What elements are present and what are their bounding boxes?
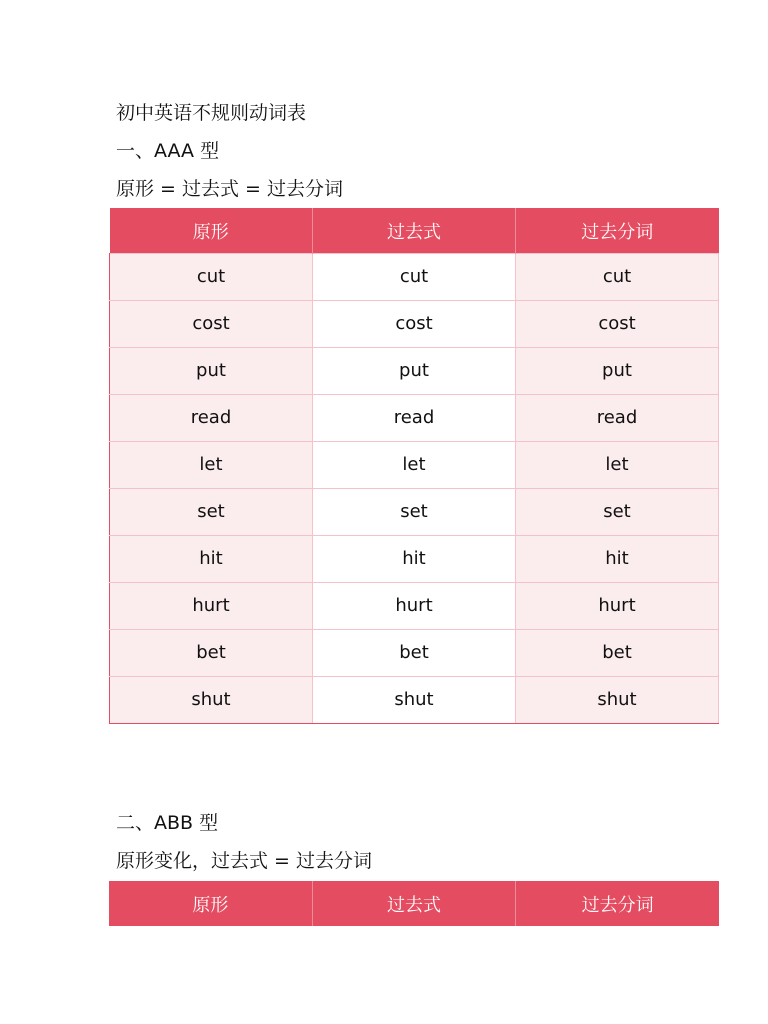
table-header-row <box>109 881 719 926</box>
column-header-base-form: 原形 <box>110 208 313 254</box>
table-cell: hit <box>110 536 313 583</box>
table-row <box>110 395 719 442</box>
table-cell: cut <box>313 254 516 301</box>
table-cell: set <box>313 489 516 536</box>
table-cell: read <box>313 395 516 442</box>
table-cell: read <box>110 395 313 442</box>
table-cell: shut <box>313 677 516 724</box>
table-cell: put <box>313 348 516 395</box>
column-header-base-form: 原形 <box>109 881 312 926</box>
table-cell: shut <box>516 677 719 724</box>
table-row <box>110 301 719 348</box>
section-aaa-title: 一、AAA 型 <box>116 140 220 162</box>
table-cell: shut <box>110 677 313 724</box>
table-row <box>110 536 719 583</box>
table-cell: cost <box>313 301 516 348</box>
section-abb-rule: 原形变化，过去式 = 过去分词 <box>116 850 372 872</box>
table-cell: cost <box>516 301 719 348</box>
table-cell: hurt <box>110 583 313 630</box>
table-row <box>110 348 719 395</box>
column-header-past-tense: 过去式 <box>313 208 516 254</box>
table-row <box>110 489 719 536</box>
table-cell: let <box>516 442 719 489</box>
table-row <box>110 583 719 630</box>
abb-verb-table <box>109 881 719 926</box>
table-cell: set <box>110 489 313 536</box>
document-heading: 初中英语不规则动词表 <box>116 102 307 124</box>
table-cell: let <box>313 442 516 489</box>
aaa-verb-table <box>109 208 719 724</box>
section-abb-title: 二、ABB 型 <box>116 812 219 834</box>
table-cell: hit <box>516 536 719 583</box>
table-cell: set <box>516 489 719 536</box>
table-row <box>110 254 719 301</box>
column-header-past-participle: 过去分词 <box>516 881 719 926</box>
table-cell: bet <box>516 630 719 677</box>
table-cell: bet <box>110 630 313 677</box>
table-cell: hit <box>313 536 516 583</box>
table-cell: put <box>110 348 313 395</box>
column-header-past-participle: 过去分词 <box>516 208 719 254</box>
table-cell: cost <box>110 301 313 348</box>
section-aaa-rule: 原形 = 过去式 = 过去分词 <box>116 178 343 200</box>
table-cell: hurt <box>516 583 719 630</box>
table-header-row <box>110 208 719 254</box>
table-cell: let <box>110 442 313 489</box>
table-cell: cut <box>110 254 313 301</box>
table-cell: put <box>516 348 719 395</box>
table-cell: cut <box>516 254 719 301</box>
table-row <box>110 677 719 724</box>
table-row <box>110 630 719 677</box>
table-cell: hurt <box>313 583 516 630</box>
table-cell: bet <box>313 630 516 677</box>
table-row <box>110 442 719 489</box>
table-cell: read <box>516 395 719 442</box>
column-header-past-tense: 过去式 <box>312 881 515 926</box>
